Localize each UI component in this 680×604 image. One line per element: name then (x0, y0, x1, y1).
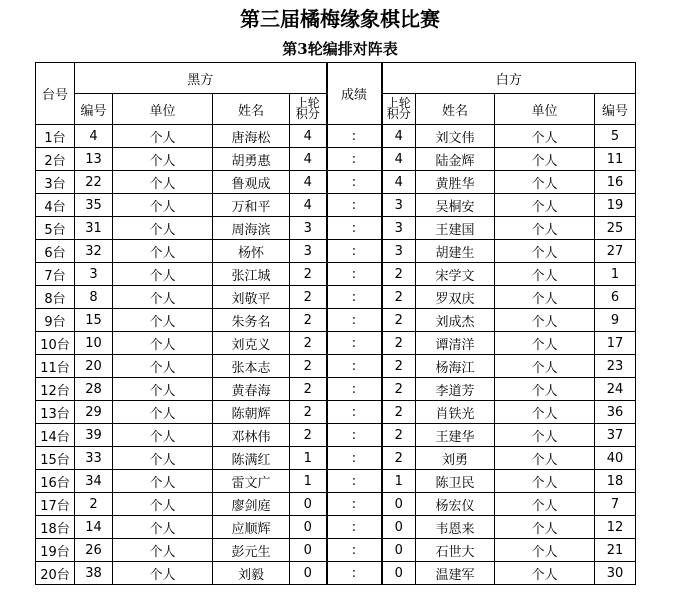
cell-white-name: 王建国 (416, 217, 495, 240)
cell-black-code: 35 (75, 194, 113, 217)
cell-white-name: 吴桐安 (416, 194, 495, 217)
cell-black-prev-points: 4 (290, 171, 327, 194)
cell-white-name: 肖铁光 (416, 401, 495, 424)
cell-white-code: 37 (595, 424, 636, 447)
cell-black-unit: 个人 (113, 286, 213, 309)
cell-table-no: 19台 (36, 539, 75, 562)
cell-white-code: 30 (595, 562, 636, 585)
cell-black-unit: 个人 (113, 355, 213, 378)
cell-white-code: 27 (595, 240, 636, 263)
cell-black-code: 26 (75, 539, 113, 562)
cell-white-prev-points: 3 (382, 240, 416, 263)
cell-black-unit: 个人 (113, 263, 213, 286)
cell-black-prev-points: 2 (290, 332, 327, 355)
cell-white-name: 杨海江 (416, 355, 495, 378)
cell-white-unit: 个人 (495, 447, 595, 470)
cell-result: : (327, 286, 382, 309)
cell-white-prev-points: 2 (382, 378, 416, 401)
cell-black-unit: 个人 (113, 539, 213, 562)
cell-black-code: 32 (75, 240, 113, 263)
cell-table-no: 13台 (36, 401, 75, 424)
cell-white-name: 刘文伟 (416, 125, 495, 148)
cell-white-prev-points: 4 (382, 148, 416, 171)
cell-white-prev-points: 0 (382, 562, 416, 585)
cell-result: : (327, 447, 382, 470)
cell-black-unit: 个人 (113, 332, 213, 355)
table-row (36, 378, 636, 401)
cell-black-prev-points: 2 (290, 286, 327, 309)
cell-black-name: 刘毅 (213, 562, 290, 585)
header-result: 成绩 (327, 63, 382, 125)
cell-black-prev-points: 3 (290, 240, 327, 263)
cell-table-no: 14台 (36, 424, 75, 447)
table-row (36, 470, 636, 493)
cell-black-prev-points: 2 (290, 263, 327, 286)
cell-black-code: 15 (75, 309, 113, 332)
cell-white-prev-points: 3 (382, 217, 416, 240)
cell-black-name: 彭元生 (213, 539, 290, 562)
cell-black-code: 34 (75, 470, 113, 493)
cell-white-code: 6 (595, 286, 636, 309)
cell-black-unit: 个人 (113, 424, 213, 447)
cell-white-name: 陈卫民 (416, 470, 495, 493)
cell-black-unit: 个人 (113, 493, 213, 516)
cell-white-unit: 个人 (495, 562, 595, 585)
cell-table-no: 8台 (36, 286, 75, 309)
cell-result: : (327, 240, 382, 263)
cell-table-no: 1台 (36, 125, 75, 148)
cell-white-unit: 个人 (495, 171, 595, 194)
cell-black-code: 10 (75, 332, 113, 355)
cell-table-no: 7台 (36, 263, 75, 286)
cell-white-unit: 个人 (495, 194, 595, 217)
cell-table-no: 5台 (36, 217, 75, 240)
cell-black-unit: 个人 (113, 125, 213, 148)
cell-black-unit: 个人 (113, 401, 213, 424)
cell-black-name: 雷文广 (213, 470, 290, 493)
table-row (36, 562, 636, 585)
cell-white-unit: 个人 (495, 493, 595, 516)
table-row (36, 240, 636, 263)
cell-white-unit: 个人 (495, 332, 595, 355)
cell-result: : (327, 217, 382, 240)
cell-black-prev-points: 1 (290, 447, 327, 470)
cell-white-code: 23 (595, 355, 636, 378)
cell-black-unit: 个人 (113, 516, 213, 539)
cell-table-no: 15台 (36, 447, 75, 470)
cell-result: : (327, 493, 382, 516)
cell-white-unit: 个人 (495, 401, 595, 424)
cell-result: : (327, 424, 382, 447)
cell-white-code: 9 (595, 309, 636, 332)
cell-white-code: 5 (595, 125, 636, 148)
cell-white-code: 36 (595, 401, 636, 424)
cell-black-unit: 个人 (113, 171, 213, 194)
table-row (36, 447, 636, 470)
cell-white-unit: 个人 (495, 263, 595, 286)
cell-white-code: 25 (595, 217, 636, 240)
cell-black-name: 朱务名 (213, 309, 290, 332)
pairing-table (35, 62, 636, 585)
header-white-name: 姓名 (416, 94, 495, 125)
cell-result: : (327, 401, 382, 424)
cell-white-prev-points: 2 (382, 286, 416, 309)
cell-white-unit: 个人 (495, 240, 595, 263)
cell-white-code: 7 (595, 493, 636, 516)
table-row (36, 401, 636, 424)
cell-white-prev-points: 3 (382, 194, 416, 217)
cell-white-prev-points: 2 (382, 401, 416, 424)
cell-black-code: 29 (75, 401, 113, 424)
table-row (36, 194, 636, 217)
cell-black-unit: 个人 (113, 194, 213, 217)
cell-white-name: 陆金辉 (416, 148, 495, 171)
cell-black-code: 22 (75, 171, 113, 194)
header-white: 白方 (382, 63, 636, 94)
cell-white-prev-points: 2 (382, 309, 416, 332)
cell-black-name: 刘敬平 (213, 286, 290, 309)
cell-white-unit: 个人 (495, 217, 595, 240)
cell-white-unit: 个人 (495, 309, 595, 332)
header-black-unit: 单位 (113, 94, 213, 125)
cell-table-no: 12台 (36, 378, 75, 401)
cell-black-name: 陈满红 (213, 447, 290, 470)
cell-black-code: 31 (75, 217, 113, 240)
cell-black-prev-points: 3 (290, 217, 327, 240)
cell-white-unit: 个人 (495, 539, 595, 562)
cell-white-prev-points: 2 (382, 447, 416, 470)
cell-white-unit: 个人 (495, 470, 595, 493)
cell-black-prev-points: 0 (290, 493, 327, 516)
cell-white-prev-points: 4 (382, 125, 416, 148)
cell-black-unit: 个人 (113, 562, 213, 585)
cell-black-prev-points: 0 (290, 539, 327, 562)
cell-result: : (327, 470, 382, 493)
cell-white-name: 谭清洋 (416, 332, 495, 355)
cell-black-code: 38 (75, 562, 113, 585)
cell-black-name: 唐海松 (213, 125, 290, 148)
cell-black-name: 廖剑庭 (213, 493, 290, 516)
cell-white-code: 1 (595, 263, 636, 286)
cell-black-prev-points: 4 (290, 125, 327, 148)
table-row (36, 332, 636, 355)
cell-result: : (327, 309, 382, 332)
cell-white-prev-points: 2 (382, 355, 416, 378)
cell-black-code: 28 (75, 378, 113, 401)
cell-table-no: 17台 (36, 493, 75, 516)
cell-white-name: 罗双庆 (416, 286, 495, 309)
table-row (36, 148, 636, 171)
cell-table-no: 20台 (36, 562, 75, 585)
cell-table-no: 3台 (36, 171, 75, 194)
cell-black-name: 应顺辉 (213, 516, 290, 539)
cell-result: : (327, 539, 382, 562)
header-black-name: 姓名 (213, 94, 290, 125)
cell-table-no: 18台 (36, 516, 75, 539)
cell-black-prev-points: 4 (290, 194, 327, 217)
cell-white-code: 24 (595, 378, 636, 401)
cell-black-name: 邓林伟 (213, 424, 290, 447)
cell-black-code: 33 (75, 447, 113, 470)
cell-result: : (327, 355, 382, 378)
cell-result: : (327, 125, 382, 148)
cell-table-no: 16台 (36, 470, 75, 493)
cell-black-prev-points: 2 (290, 378, 327, 401)
table-row (36, 217, 636, 240)
cell-white-prev-points: 0 (382, 516, 416, 539)
cell-result: : (327, 378, 382, 401)
cell-white-code: 21 (595, 539, 636, 562)
table-row (36, 516, 636, 539)
cell-white-code: 16 (595, 171, 636, 194)
cell-white-unit: 个人 (495, 355, 595, 378)
cell-black-name: 张本志 (213, 355, 290, 378)
cell-white-name: 刘成杰 (416, 309, 495, 332)
cell-white-name: 刘勇 (416, 447, 495, 470)
cell-result: : (327, 516, 382, 539)
cell-white-unit: 个人 (495, 125, 595, 148)
cell-result: : (327, 263, 382, 286)
cell-white-unit: 个人 (495, 424, 595, 447)
cell-white-code: 12 (595, 516, 636, 539)
cell-white-prev-points: 2 (382, 424, 416, 447)
table-row (36, 539, 636, 562)
cell-black-prev-points: 1 (290, 470, 327, 493)
cell-black-name: 陈朝辉 (213, 401, 290, 424)
cell-black-code: 14 (75, 516, 113, 539)
cell-table-no: 10台 (36, 332, 75, 355)
cell-white-code: 17 (595, 332, 636, 355)
cell-white-name: 黄胜华 (416, 171, 495, 194)
cell-white-prev-points: 2 (382, 332, 416, 355)
cell-white-unit: 个人 (495, 378, 595, 401)
cell-black-name: 张江城 (213, 263, 290, 286)
cell-white-code: 11 (595, 148, 636, 171)
header-black-code: 编号 (75, 94, 113, 125)
table-row (36, 286, 636, 309)
cell-white-prev-points: 0 (382, 539, 416, 562)
cell-black-code: 13 (75, 148, 113, 171)
header-white-prev-points: 上轮积分 (382, 94, 416, 125)
header-white-unit: 单位 (495, 94, 595, 125)
cell-black-code: 2 (75, 493, 113, 516)
table-row (36, 263, 636, 286)
cell-black-name: 鲁观成 (213, 171, 290, 194)
cell-white-name: 王建华 (416, 424, 495, 447)
cell-white-name: 宋学文 (416, 263, 495, 286)
cell-black-prev-points: 2 (290, 424, 327, 447)
cell-white-prev-points: 1 (382, 470, 416, 493)
cell-black-name: 胡勇惠 (213, 148, 290, 171)
cell-result: : (327, 148, 382, 171)
cell-white-code: 19 (595, 194, 636, 217)
cell-white-name: 韦恩来 (416, 516, 495, 539)
cell-white-unit: 个人 (495, 148, 595, 171)
cell-black-unit: 个人 (113, 217, 213, 240)
header-table-no: 台号 (36, 63, 75, 125)
cell-table-no: 9台 (36, 309, 75, 332)
cell-result: : (327, 562, 382, 585)
cell-black-unit: 个人 (113, 309, 213, 332)
cell-black-unit: 个人 (113, 240, 213, 263)
cell-table-no: 11台 (36, 355, 75, 378)
header-black-prev-points: 上轮积分 (290, 94, 327, 125)
table-row (36, 125, 636, 148)
cell-black-name: 万和平 (213, 194, 290, 217)
cell-result: : (327, 332, 382, 355)
cell-white-unit: 个人 (495, 286, 595, 309)
cell-black-unit: 个人 (113, 447, 213, 470)
header-black: 黑方 (75, 63, 327, 94)
cell-black-code: 20 (75, 355, 113, 378)
table-row (36, 309, 636, 332)
cell-white-name: 胡建生 (416, 240, 495, 263)
cell-white-name: 温建军 (416, 562, 495, 585)
cell-table-no: 4台 (36, 194, 75, 217)
cell-result: : (327, 194, 382, 217)
cell-table-no: 2台 (36, 148, 75, 171)
cell-result: : (327, 171, 382, 194)
table-row (36, 424, 636, 447)
cell-black-unit: 个人 (113, 378, 213, 401)
cell-black-code: 4 (75, 125, 113, 148)
cell-black-name: 刘克义 (213, 332, 290, 355)
cell-black-name: 杨怀 (213, 240, 290, 263)
table-row (36, 355, 636, 378)
cell-black-unit: 个人 (113, 470, 213, 493)
document-subtitle: 第3轮编排对阵表 (282, 40, 398, 58)
cell-black-prev-points: 2 (290, 355, 327, 378)
cell-black-name: 黄春海 (213, 378, 290, 401)
document-title: 第三届橘梅缘象棋比赛 (240, 7, 440, 31)
cell-white-name: 李道芳 (416, 378, 495, 401)
cell-black-code: 8 (75, 286, 113, 309)
cell-black-unit: 个人 (113, 148, 213, 171)
cell-black-prev-points: 0 (290, 562, 327, 585)
cell-table-no: 6台 (36, 240, 75, 263)
header-white-code: 编号 (595, 94, 636, 125)
cell-black-prev-points: 4 (290, 148, 327, 171)
cell-white-prev-points: 2 (382, 263, 416, 286)
table-row (36, 171, 636, 194)
cell-black-name: 周海滨 (213, 217, 290, 240)
cell-white-name: 石世大 (416, 539, 495, 562)
cell-white-name: 杨宏仪 (416, 493, 495, 516)
cell-white-prev-points: 4 (382, 171, 416, 194)
cell-white-code: 40 (595, 447, 636, 470)
cell-black-code: 39 (75, 424, 113, 447)
cell-white-unit: 个人 (495, 516, 595, 539)
table-row (36, 493, 636, 516)
cell-black-prev-points: 2 (290, 401, 327, 424)
cell-white-code: 18 (595, 470, 636, 493)
cell-black-code: 3 (75, 263, 113, 286)
cell-white-prev-points: 0 (382, 493, 416, 516)
cell-black-prev-points: 2 (290, 309, 327, 332)
cell-black-prev-points: 0 (290, 516, 327, 539)
